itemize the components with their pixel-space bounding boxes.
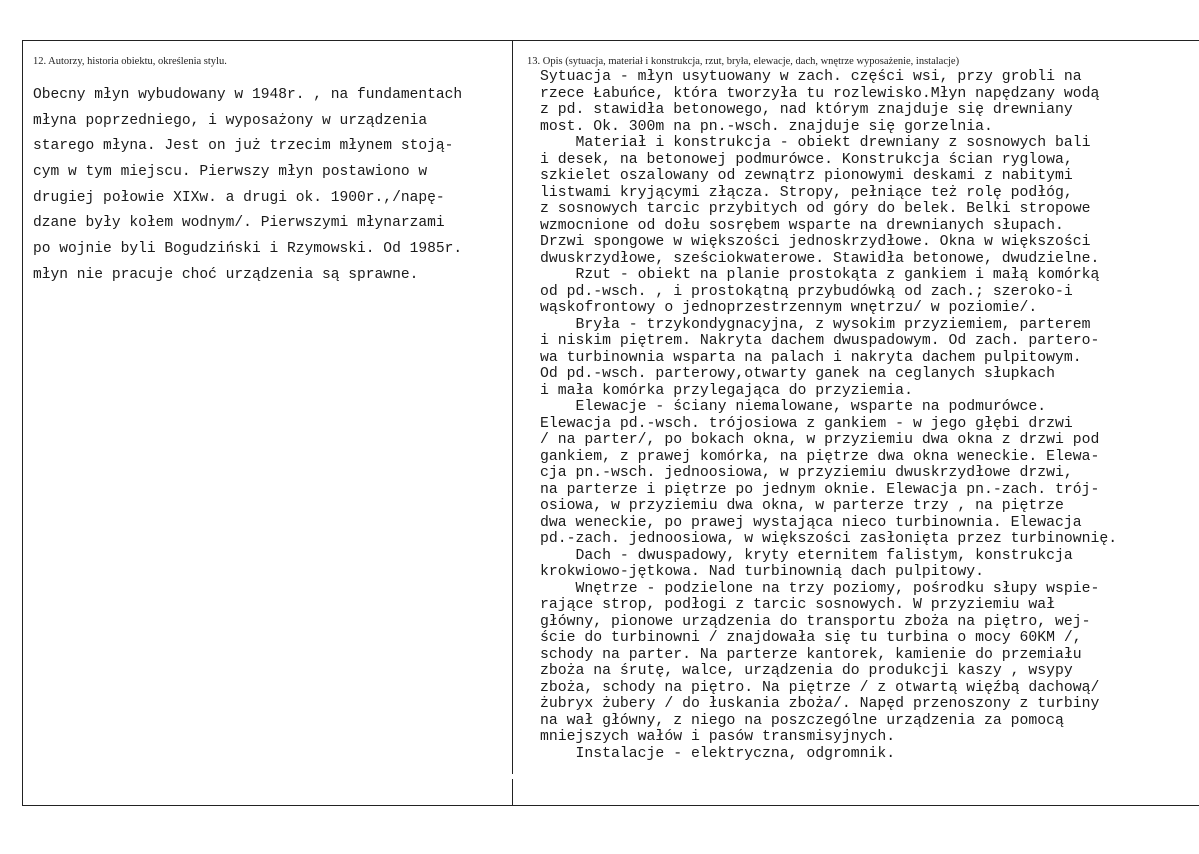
section-13-text-line: Elewacja pd.-wsch. trójosiowa z gankiem - w jego głębi drzwi bbox=[540, 415, 1073, 432]
section-13-text-line: wa turbinownia wsparta na palach i nakryta dachem pulpitowym. bbox=[540, 349, 1082, 366]
column-divider bbox=[512, 40, 513, 774]
column-divider-stub bbox=[512, 779, 513, 806]
section-13-text-line: na parterze i piętrze po jednym oknie. Elewacja pn.-zach. trój- bbox=[540, 481, 1100, 498]
section-13-text-line: żubryx żubery / do łuskania zboża/. Napęd przenoszony z turbiny bbox=[540, 696, 1100, 712]
section-13-text-line: schody na parter. Na parterze kantorek, kamienie do przemiału bbox=[540, 646, 1082, 663]
section-13-text-line: Dach - dwuspadowy, kryty eternitem falistym, konstrukcja bbox=[540, 547, 1073, 564]
section-13-text-line: Elewacje - ściany niemalowane, wsparte na podmurówce. bbox=[540, 399, 1047, 415]
section-13-text-line: Drzwi spongowe w większości jednoskrzydłowe. Okna w większości bbox=[540, 234, 1091, 250]
section-12-text-line: młyn nie pracuje choć urządzenia są sprawne. bbox=[33, 266, 419, 283]
section-12-text-line: starego młyna. Jest on już trzecim młynem stoją- bbox=[33, 138, 454, 155]
section-13-body bbox=[540, 69, 1190, 762]
section-13-text-line: wzmocnione od dołu sosrębem wsparte na drewnianych słupach. bbox=[540, 217, 1064, 234]
section-12-body bbox=[33, 83, 511, 289]
section-13-header: 13. Opis (sytuacja, materiał i konstrukcja, rzut, bryła, elewacje, dach, wnętrze wyposażenie, instalacje) bbox=[527, 56, 960, 67]
section-12-text-line: po wojnie byli Bogudziński i Rzymowski. Od 1985r. bbox=[33, 241, 463, 258]
section-13-text-line: Instalacje - elektryczna, odgromnik. bbox=[540, 745, 896, 762]
section-13-text-line: rzece Łabuńce, która tworzyła tu rozlewisko.Młyn napędzany wodą bbox=[540, 85, 1100, 102]
section-12-text-line: drugiej połowie XIXw. a drugi ok. 1900r.,/napę- bbox=[33, 189, 445, 206]
section-12-text-line: dzane były kołem wodnym/. Pierwszymi młynarzami bbox=[33, 215, 445, 232]
section-13-text-line: główny, pionowe urządzenia do transportu zboża na piętro, wej- bbox=[540, 613, 1091, 630]
section-13-text-line: listwami kryjącymi złącza. Stropy, pełniące też rolę podłóg, bbox=[540, 184, 1073, 201]
frame-left-line bbox=[22, 40, 23, 806]
section-13-text-line: Wnętrze - podzielone na trzy poziomy, pośrodku słupy wspie- bbox=[540, 580, 1100, 597]
section-13-text-line: rające strop, podłogi z tarcic sosnowych. W przyziemiu wał bbox=[540, 597, 1056, 613]
frame-top-line bbox=[22, 40, 1199, 41]
section-13-text-line: z sosnowych tarcic przybitych od góry do belek. Belki stropowe bbox=[540, 201, 1091, 217]
section-13-text-line: z pd. stawidła betonowego, nad którym znajduje się drewniany bbox=[540, 102, 1073, 118]
section-13-text-line: pd.-zach. jednoosiowa, w większości zasłonięta przez turbinownię. bbox=[540, 531, 1118, 547]
section-13-text-line: od pd.-wsch. , i prostokątną przybudówką od zach.; szeroko-i bbox=[540, 283, 1073, 300]
section-13-text-line: dwa weneckie, po prawej wystająca nieco turbinownia. Elewacja bbox=[540, 514, 1082, 531]
section-13-text-line: mniejszych wałów i pasów transmisyjnych. bbox=[540, 729, 896, 745]
section-13-text-line: Bryła - trzykondygnacyjna, z wysokim przyziemiem, parterem bbox=[540, 316, 1091, 333]
section-13-text-line: ście do turbinowni / znajdowała się tu turbina o mocy 60KM /, bbox=[540, 630, 1082, 646]
section-13-text-line: krokwiowo-jętkowa. Nad turbinownią dach pulpitowy. bbox=[540, 564, 984, 580]
section-13-text-line: na wał główny, z niego na poszczególne urządzenia za pomocą bbox=[540, 712, 1064, 729]
section-13-text-line: Sytuacja - młyn usytuowany w zach. części wsi, przy grobli na bbox=[540, 69, 1082, 85]
section-13-text-line: Rzut - obiekt na planie prostokąta z gankiem i małą komórką bbox=[540, 267, 1100, 283]
section-12-header: 12. Autorzy, historia obiektu, określenia stylu. bbox=[33, 56, 227, 67]
frame-bottom-line bbox=[22, 805, 1199, 806]
section-13-text-line: Od pd.-wsch. parterowy,otwarty ganek na ceglanych słupkach bbox=[540, 366, 1056, 382]
section-12-text-line: młyna poprzedniego, i wyposażony w urządzenia bbox=[33, 112, 428, 129]
section-13-text-line: most. Ok. 300m na pn.-wsch. znajduje się gorzelnia. bbox=[540, 118, 993, 135]
section-13-text-line: / na parter/, po bokach okna, w przyziemiu dwa okna z drzwi pod bbox=[540, 432, 1100, 448]
section-13-text-line: gankiem, z prawej komórka, na piętrze dwa okna weneckie. Elewa- bbox=[540, 448, 1100, 465]
section-13-text-line: wąskofrontowy o jednoprzestrzennym wnętrzu/ w poziomie/. bbox=[540, 300, 1038, 316]
section-13-text-line: i niskim piętrem. Nakryta dachem dwuspadowym. Od zach. partero- bbox=[540, 333, 1100, 349]
section-13-text-line: zboża, schody na piętro. Na piętrze / z otwartą więźbą dachową/ bbox=[540, 679, 1100, 696]
section-13-text-line: szkielet oszalowany od zewnątrz pionowymi deskami z nabitymi bbox=[540, 168, 1073, 184]
section-12-text-line: Obecny młyn wybudowany w 1948r. , na fundamentach bbox=[33, 87, 463, 103]
section-13-text-line: osiowa, w przyziemiu dwa okna, w parterze trzy , na piętrze bbox=[540, 498, 1064, 514]
section-12-text-line: cym w tym miejscu. Pierwszy młyn postawiono w bbox=[33, 164, 428, 181]
section-13-text-line: i desek, na betonowej podmurówce. Konstrukcja ścian ryglowa, bbox=[540, 151, 1073, 168]
section-13-text-line: zboża na śrutę, walce, urządzenia do produkcji kaszy , wsypy bbox=[540, 663, 1073, 679]
section-13-text-line: Materiał i konstrukcja - obiekt drewniany z sosnowych bali bbox=[540, 135, 1091, 151]
section-13-text-line: dwuskrzydłowe, sześciokwaterowe. Stawidła betonowe, dwudzielne. bbox=[540, 250, 1100, 267]
section-13-text-line: cja pn.-wsch. jednoosiowa, w przyziemiu dwuskrzydłowe drzwi, bbox=[540, 465, 1073, 481]
section-13-text-line: i mała komórka przylegająca do przyziemia. bbox=[540, 382, 913, 399]
